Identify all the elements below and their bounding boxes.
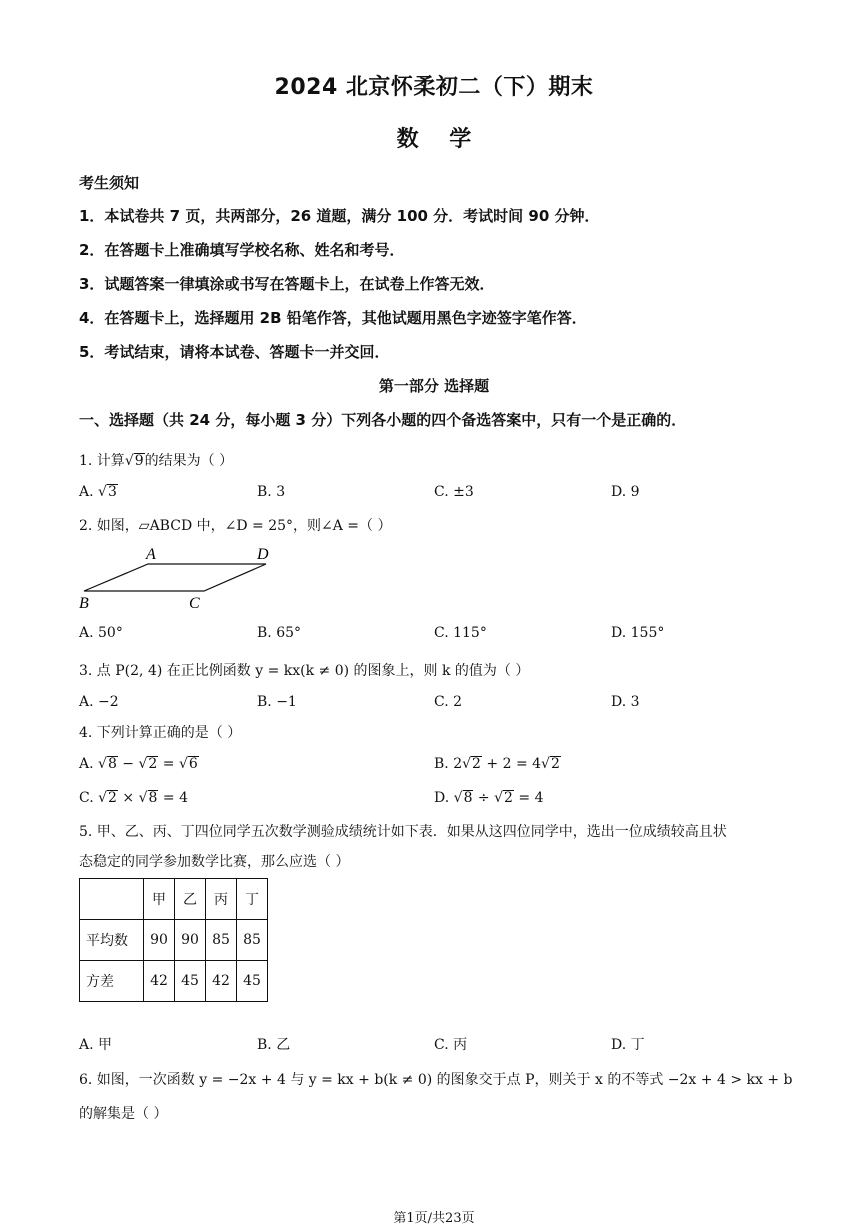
parallelogram-shape xyxy=(84,564,266,591)
option-c: C. 2 xyxy=(434,694,463,710)
table-cell: 45 xyxy=(175,961,206,1002)
option-label: A. xyxy=(79,484,94,500)
table-row xyxy=(80,961,268,1002)
vertex-label-b: B xyxy=(79,595,89,612)
operator: − xyxy=(117,756,139,772)
vertex-label-d: D xyxy=(257,546,269,563)
table-cell: 90 xyxy=(144,920,175,961)
operator: ÷ xyxy=(473,790,495,806)
sqrt-sign: √ xyxy=(98,484,107,500)
option-d: D. 9 xyxy=(611,484,640,500)
notice-item: 1．本试卷共 7 页，共两部分，26 道题，满分 100 分．考试时间 90 分钟． xyxy=(79,207,600,225)
radicand: 8 xyxy=(107,756,117,772)
notice-item: 4．在答题卡上，选择题用 2B 铅笔作答，其他试题用黑色字迹签字笔作答． xyxy=(79,309,587,327)
radicand: 3 xyxy=(107,484,117,500)
score-table xyxy=(79,878,268,1002)
operator: = 4 xyxy=(513,790,544,806)
option-label: B. xyxy=(434,756,449,772)
table-header-cell: 乙 xyxy=(175,879,206,920)
question-6-line2: 的解集是（ ） xyxy=(79,1106,168,1122)
table-row-label: 方差 xyxy=(80,961,144,1002)
question-1-prefix: 1. 计算 xyxy=(79,453,125,469)
notice-item: 3．试题答案一律填涂或书写在答题卡上，在试卷上作答无效． xyxy=(79,275,495,293)
question-1-suffix: 的结果为（ ） xyxy=(144,453,234,469)
option-b: B. 3 xyxy=(257,484,286,500)
operator: = xyxy=(158,756,179,772)
coefficient: 2 xyxy=(453,756,463,772)
option-b: B. 65° xyxy=(257,625,302,641)
operator: + 2 = 4 xyxy=(481,756,542,772)
question-2: 2. 如图，▱ABCD 中，∠D = 25°，则∠A =（ ） xyxy=(79,518,392,534)
option-a: A. −2 xyxy=(79,694,119,710)
vertex-label-a: A xyxy=(146,546,156,563)
radicand: 8 xyxy=(148,790,158,806)
option-label: C. xyxy=(79,790,94,806)
operator: = 4 xyxy=(158,790,188,806)
question-4: 4. 下列计算正确的是（ ） xyxy=(79,725,242,741)
radicand: 2 xyxy=(504,790,513,806)
option-label: A. xyxy=(79,756,94,772)
option-b: B. −1 xyxy=(257,694,297,710)
option-d: D. 丁 xyxy=(611,1037,645,1053)
option-c: C. ±3 xyxy=(434,484,474,500)
table-row xyxy=(80,920,268,961)
option-d: D. 3 xyxy=(611,694,640,710)
question-1 xyxy=(79,450,233,470)
radicand: 2 xyxy=(472,756,481,772)
option-c: C. 丙 xyxy=(434,1037,468,1053)
table-header-cell: 丙 xyxy=(206,879,237,920)
option-d: D. √8 ÷ √2 = 4 xyxy=(434,790,544,806)
table-cell: 90 xyxy=(175,920,206,961)
question-5-line1: 5. 甲、乙、丙、丁四位同学五次数学测验成绩统计如下表．如果从这四位同学中，选出一位成绩较高且状 xyxy=(79,824,727,840)
option-b: B. 乙 xyxy=(257,1037,291,1053)
option-d: D. 155° xyxy=(611,625,665,641)
notice-item: 2．在答题卡上准确填写学校名称、姓名和考号． xyxy=(79,241,405,259)
option-a: A. 甲 xyxy=(79,1037,113,1053)
option-c: C. √2 × √8 = 4 xyxy=(79,790,188,806)
notice-item: 5．考试结束，请将本试卷、答题卡一并交回． xyxy=(79,343,390,361)
question-5-line2: 态稳定的同学参加数学比赛，那么应选（ ） xyxy=(79,854,350,870)
table-header-cell: 丁 xyxy=(237,879,268,920)
radicand: 9 xyxy=(134,453,144,469)
radicand: 2 xyxy=(148,756,158,772)
radicand: 2 xyxy=(108,790,117,806)
sqrt-sign: √ xyxy=(124,453,134,469)
question-3: 3. 点 P(2, 4) 在正比例函数 y = kx(k ≠ 0) 的图象上，则 k 的值为（ ） xyxy=(79,663,530,679)
subject-title: 数 学 xyxy=(396,127,472,152)
radicand: 6 xyxy=(188,756,198,772)
page-title: 2024 北京怀柔初二（下）期末 xyxy=(274,75,594,100)
option-label: D. xyxy=(434,790,450,806)
table-cell: 85 xyxy=(206,920,237,961)
table-cell: 85 xyxy=(237,920,268,961)
table-header-cell: 甲 xyxy=(144,879,175,920)
part-title: 第一部分 选择题 xyxy=(378,377,490,395)
parallelogram-figure xyxy=(76,542,286,612)
table-row-label: 平均数 xyxy=(80,920,144,961)
table-cell: 42 xyxy=(206,961,237,1002)
question-6-line1: 6. 如图，一次函数 y = −2x + 4 与 y = kx + b(k ≠ 0) 的图象交于点 P，则关于 x 的不等式 −2x + 4 > kx + b xyxy=(79,1072,793,1088)
radicand: 8 xyxy=(463,790,473,806)
table-cell: 45 xyxy=(237,961,268,1002)
notice-heading: 考生须知 xyxy=(79,174,140,192)
table-header-cell xyxy=(80,879,144,920)
section-heading: 一、选择题（共 24 分，每小题 3 分）下列各小题的四个备选答案中，只有一个是正确的． xyxy=(79,411,687,429)
option-a xyxy=(79,484,118,500)
option-a: A. 50° xyxy=(79,625,123,641)
page-number: 第1页/共23页 xyxy=(393,1211,475,1226)
radicand: 2 xyxy=(550,756,560,772)
option-a: A. √8 − √2 = √6 xyxy=(79,756,198,772)
vertex-label-c: C xyxy=(189,595,200,612)
table-header-row xyxy=(80,879,268,920)
table-cell: 42 xyxy=(144,961,175,1002)
option-c: C. 115° xyxy=(434,625,487,641)
operator: × xyxy=(117,790,139,806)
option-b: B. 2√2 + 2 = 4√2 xyxy=(434,756,560,772)
